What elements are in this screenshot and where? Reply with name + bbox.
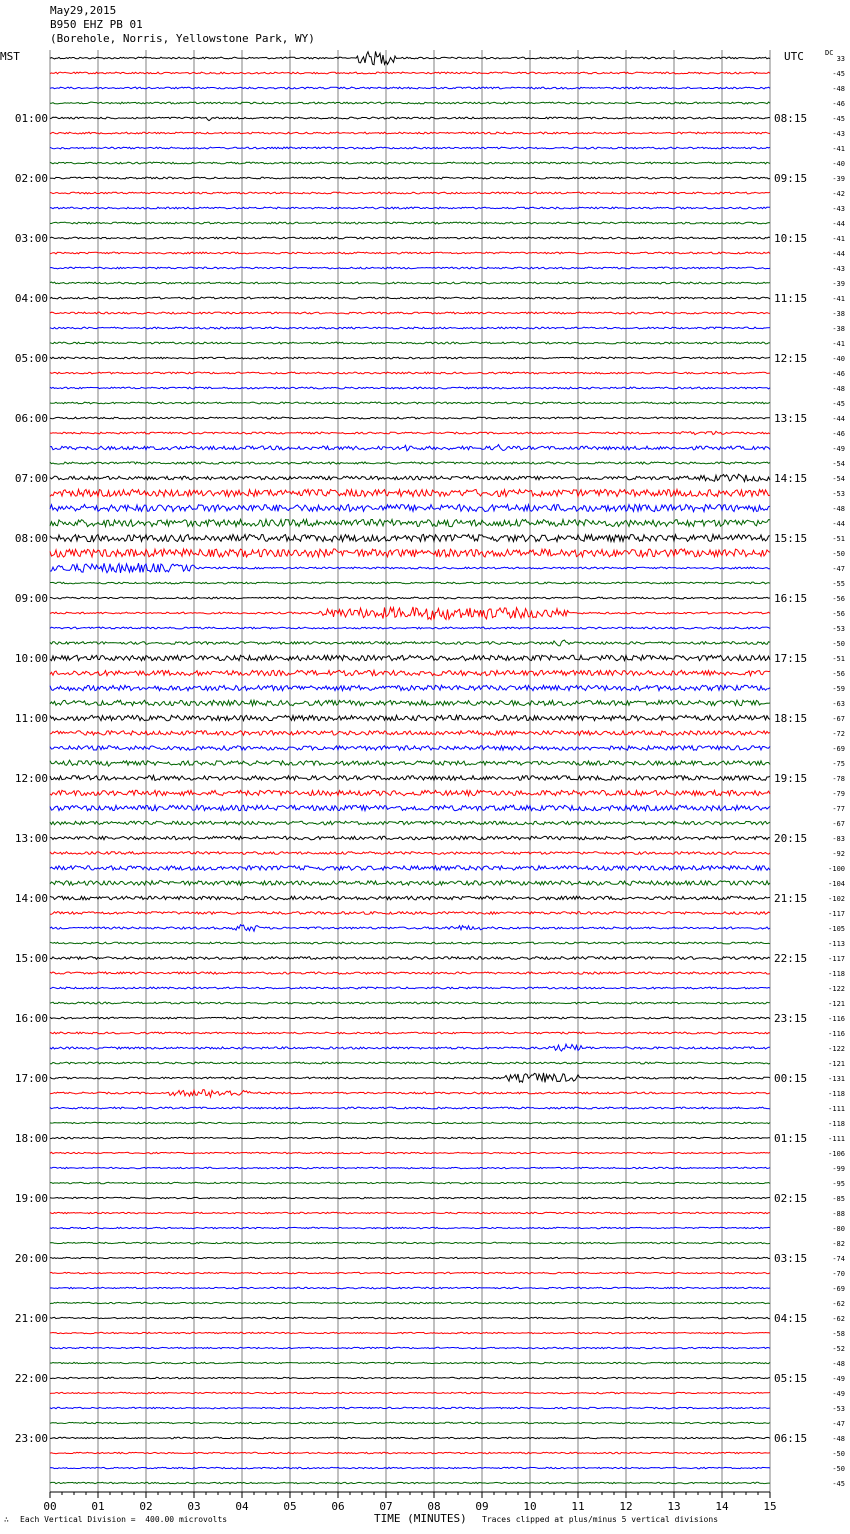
x-axis-title: TIME (MINUTES) bbox=[374, 1512, 467, 1525]
x-tick-label: 04 bbox=[235, 1500, 249, 1513]
dc-offset-label: -70 bbox=[832, 1270, 845, 1278]
dc-offset-label: -46 bbox=[832, 430, 845, 438]
x-tick-label: 01 bbox=[91, 1500, 105, 1513]
dc-offset-label: -75 bbox=[832, 760, 845, 768]
seismic-trace bbox=[50, 474, 770, 481]
seismic-trace bbox=[50, 519, 770, 526]
seismic-trace bbox=[50, 731, 770, 735]
dc-offset-label: -53 bbox=[832, 490, 845, 498]
dc-offset-label: -117 bbox=[828, 955, 845, 963]
dc-offset-label: -80 bbox=[832, 1225, 845, 1233]
x-tick-label: 05 bbox=[283, 1500, 297, 1513]
seismic-trace bbox=[50, 549, 770, 557]
mst-hour-label: 11:00 bbox=[14, 712, 48, 725]
dc-offset-label: -49 bbox=[832, 1375, 845, 1383]
seismic-trace bbox=[50, 1452, 770, 1453]
mst-hour-label: 05:00 bbox=[14, 352, 48, 365]
utc-hour-label: 08:15 bbox=[774, 112, 808, 125]
seismic-trace bbox=[50, 489, 770, 496]
dc-offset-label: -113 bbox=[828, 940, 845, 948]
dc-offset-label: -44 bbox=[832, 250, 845, 258]
seismic-trace bbox=[50, 1017, 770, 1019]
dc-offset-label: -53 bbox=[832, 625, 845, 633]
mst-hour-label: 21:00 bbox=[14, 1312, 48, 1325]
utc-hour-label: 19:15 bbox=[774, 772, 808, 785]
dc-offset-label: -51 bbox=[832, 655, 845, 663]
dc-offset-label: -67 bbox=[832, 715, 845, 723]
dc-offset-label: -48 bbox=[832, 385, 845, 393]
dc-offset-label: -38 bbox=[832, 325, 845, 333]
utc-hour-label: 02:15 bbox=[774, 1192, 808, 1205]
dc-offset-label: -116 bbox=[828, 1030, 845, 1038]
seismic-trace bbox=[50, 1044, 770, 1051]
dc-offset-label: -50 bbox=[832, 640, 845, 648]
dc-offset-label: -50 bbox=[832, 550, 845, 558]
seismic-trace bbox=[50, 896, 770, 900]
seismic-trace bbox=[50, 147, 770, 149]
seismic-trace bbox=[50, 1212, 770, 1213]
location-label: (Borehole, Norris, Yellowstone Park, WY) bbox=[50, 32, 315, 45]
mst-hour-label: 18:00 bbox=[14, 1132, 48, 1145]
dc-offset-label: -44 bbox=[832, 520, 845, 528]
x-tick-label: 14 bbox=[715, 1500, 729, 1513]
mst-hour-label: 20:00 bbox=[14, 1252, 48, 1265]
station-label: B950 EHZ PB 01 bbox=[50, 18, 143, 31]
dc-offset-label: 33 bbox=[836, 55, 845, 63]
dc-offset-label: -99 bbox=[832, 1165, 845, 1173]
seismic-trace bbox=[50, 177, 770, 179]
dc-offset-label: -51 bbox=[832, 535, 845, 543]
clip-note: Traces clipped at plus/minus 5 vertical divisions bbox=[482, 1515, 719, 1524]
seismic-trace bbox=[50, 957, 770, 960]
seismic-trace bbox=[50, 312, 770, 314]
seismic-trace bbox=[50, 237, 770, 239]
date-label: May29,2015 bbox=[50, 4, 117, 17]
seismic-trace bbox=[50, 51, 770, 64]
dc-offset-label: -39 bbox=[832, 175, 845, 183]
seismic-trace bbox=[50, 670, 770, 675]
seismic-trace bbox=[50, 222, 770, 224]
dc-offset-label: -48 bbox=[832, 505, 845, 513]
seismic-trace bbox=[50, 117, 770, 121]
seismic-trace bbox=[50, 192, 770, 194]
dc-offset-label: -42 bbox=[832, 190, 845, 198]
seismic-trace bbox=[50, 597, 770, 599]
seismic-trace bbox=[50, 925, 770, 932]
dc-offset-label: -52 bbox=[832, 1345, 845, 1353]
dc-offset-label: -77 bbox=[832, 805, 845, 813]
seismic-trace bbox=[50, 1090, 770, 1097]
seismic-trace bbox=[50, 1437, 770, 1438]
seismic-trace bbox=[50, 372, 770, 374]
dc-offset-label: -54 bbox=[832, 460, 845, 468]
dc-offset-label: -100 bbox=[828, 865, 845, 873]
mst-hour-label: 13:00 bbox=[14, 832, 48, 845]
dc-offset-label: -85 bbox=[832, 1195, 845, 1203]
seismic-trace bbox=[50, 1107, 770, 1109]
seismic-trace bbox=[50, 881, 770, 885]
dc-offset-label: -48 bbox=[832, 85, 845, 93]
dc-offset-label: -41 bbox=[832, 145, 845, 153]
seismic-trace bbox=[50, 685, 770, 690]
right-timezone-label: UTC bbox=[784, 50, 804, 63]
seismic-trace bbox=[50, 1197, 770, 1198]
x-tick-label: 08 bbox=[427, 1500, 441, 1513]
mst-hour-label: 04:00 bbox=[14, 292, 48, 305]
dc-offset-label: -111 bbox=[828, 1135, 845, 1143]
dc-offset-label: -49 bbox=[832, 445, 845, 453]
x-tick-label: 13 bbox=[667, 1500, 681, 1513]
mst-hour-label: 17:00 bbox=[14, 1072, 48, 1085]
seismic-trace bbox=[50, 627, 770, 629]
seismic-trace bbox=[50, 297, 770, 299]
seismic-trace bbox=[50, 866, 770, 870]
utc-hour-label: 15:15 bbox=[774, 532, 808, 545]
dc-offset-label: -58 bbox=[832, 1330, 845, 1338]
dc-offset-label: -102 bbox=[828, 895, 845, 903]
seismic-trace bbox=[50, 1257, 770, 1258]
dc-offset-label: -43 bbox=[832, 130, 845, 138]
dc-offset-label: -63 bbox=[832, 700, 845, 708]
seismic-trace bbox=[50, 1347, 770, 1348]
utc-hour-label: 14:15 bbox=[774, 472, 808, 485]
dc-offset-label: -39 bbox=[832, 280, 845, 288]
dc-offset-label: -41 bbox=[832, 235, 845, 243]
dc-offset-label: -44 bbox=[832, 220, 845, 228]
seismic-trace bbox=[50, 1032, 770, 1034]
dc-offset-label: -105 bbox=[828, 925, 845, 933]
seismic-trace bbox=[50, 1332, 770, 1333]
seismic-trace bbox=[50, 445, 770, 451]
dc-offset-label: -62 bbox=[832, 1300, 845, 1308]
dc-offset-label: -82 bbox=[832, 1240, 845, 1248]
seismic-trace bbox=[50, 607, 770, 620]
seismic-trace bbox=[50, 1242, 770, 1243]
utc-hour-label: 04:15 bbox=[774, 1312, 808, 1325]
seismic-trace bbox=[50, 87, 770, 89]
mst-hour-label: 01:00 bbox=[14, 112, 48, 125]
utc-hour-label: 12:15 bbox=[774, 352, 808, 365]
x-tick-label: 15 bbox=[763, 1500, 777, 1513]
seismic-trace bbox=[50, 1002, 770, 1004]
seismic-trace bbox=[50, 1392, 770, 1393]
seismic-trace bbox=[50, 715, 770, 720]
dc-offset-label: -122 bbox=[828, 1045, 845, 1053]
seismic-trace bbox=[50, 1302, 770, 1303]
seismic-trace bbox=[50, 1137, 770, 1138]
seismic-trace bbox=[50, 417, 770, 419]
dc-offset-label: -43 bbox=[832, 265, 845, 273]
utc-hour-label: 17:15 bbox=[774, 652, 808, 665]
seismic-trace bbox=[50, 1062, 770, 1064]
seismic-trace bbox=[50, 987, 770, 989]
dc-offset-label: -59 bbox=[832, 685, 845, 693]
dc-offset-label: -45 bbox=[832, 115, 845, 123]
utc-hour-label: 03:15 bbox=[774, 1252, 808, 1265]
seismic-trace bbox=[50, 1467, 770, 1468]
seismic-trace bbox=[50, 942, 770, 944]
mst-hour-label: 16:00 bbox=[14, 1012, 48, 1025]
seismic-trace bbox=[50, 1422, 770, 1423]
seismic-trace bbox=[50, 1362, 770, 1363]
seismic-trace bbox=[50, 1167, 770, 1168]
seismic-trace bbox=[50, 72, 770, 74]
seismic-trace bbox=[50, 912, 770, 915]
seismic-trace bbox=[50, 387, 770, 389]
dc-offset-label: -43 bbox=[832, 205, 845, 213]
dc-offset-label: -41 bbox=[832, 295, 845, 303]
utc-hour-label: 22:15 bbox=[774, 952, 808, 965]
dc-offset-label: -118 bbox=[828, 970, 845, 978]
utc-hour-label: 13:15 bbox=[774, 412, 808, 425]
dc-offset-label: -53 bbox=[832, 1405, 845, 1413]
mst-hour-label: 02:00 bbox=[14, 172, 48, 185]
mst-hour-label: 12:00 bbox=[14, 772, 48, 785]
dc-offset-label: -47 bbox=[832, 1420, 845, 1428]
logo-mark: ∴ bbox=[4, 1515, 9, 1524]
seismic-trace bbox=[50, 282, 770, 284]
seismic-trace bbox=[50, 746, 770, 750]
dc-offset-label: -50 bbox=[832, 1450, 845, 1458]
dc-offset-label: -106 bbox=[828, 1150, 845, 1158]
x-tick-label: 12 bbox=[619, 1500, 633, 1513]
dc-offset-label: -54 bbox=[832, 475, 845, 483]
mst-hour-label: 23:00 bbox=[14, 1432, 48, 1445]
mst-hour-label: 08:00 bbox=[14, 532, 48, 545]
dc-offset-label: -74 bbox=[832, 1255, 845, 1263]
dc-offset-label: -56 bbox=[832, 610, 845, 618]
seismic-trace bbox=[50, 1227, 770, 1228]
dc-offset-label: -56 bbox=[832, 670, 845, 678]
dc-offset-label: -48 bbox=[832, 1435, 845, 1443]
utc-hour-label: 21:15 bbox=[774, 892, 808, 905]
dc-offset-label: -72 bbox=[832, 730, 845, 738]
dc-offset-label: -44 bbox=[832, 415, 845, 423]
seismic-trace bbox=[50, 836, 770, 840]
mst-hour-label: 19:00 bbox=[14, 1192, 48, 1205]
dc-offset-label: -83 bbox=[832, 835, 845, 843]
x-tick-label: 11 bbox=[571, 1500, 585, 1513]
seismic-trace bbox=[50, 505, 770, 512]
mst-hour-label: 07:00 bbox=[14, 472, 48, 485]
utc-hour-label: 16:15 bbox=[774, 592, 808, 605]
dc-offset-label: -88 bbox=[832, 1210, 845, 1218]
seismic-trace bbox=[50, 655, 770, 660]
dc-offset-label: -49 bbox=[832, 1390, 845, 1398]
dc-offset-label: -45 bbox=[832, 70, 845, 78]
seismic-trace bbox=[50, 775, 770, 780]
utc-hour-label: 01:15 bbox=[774, 1132, 808, 1145]
dc-offset-label: -116 bbox=[828, 1015, 845, 1023]
mst-hour-label: 10:00 bbox=[14, 652, 48, 665]
seismic-trace bbox=[50, 462, 770, 464]
dc-offset-label: -118 bbox=[828, 1090, 845, 1098]
dc-offset-label: -131 bbox=[828, 1075, 845, 1083]
utc-hour-label: 09:15 bbox=[774, 172, 808, 185]
utc-hour-label: 23:15 bbox=[774, 1012, 808, 1025]
seismic-trace bbox=[50, 821, 770, 825]
utc-hour-label: 10:15 bbox=[774, 232, 808, 245]
dc-label: DC bbox=[825, 49, 834, 57]
mst-hour-label: 14:00 bbox=[14, 892, 48, 905]
utc-hour-label: 00:15 bbox=[774, 1072, 808, 1085]
dc-offset-label: -40 bbox=[832, 355, 845, 363]
dc-offset-label: -50 bbox=[832, 1465, 845, 1473]
dc-offset-label: -79 bbox=[832, 790, 845, 798]
x-tick-label: 10 bbox=[523, 1500, 537, 1513]
dc-offset-label: -104 bbox=[828, 880, 845, 888]
dc-offset-label: -121 bbox=[828, 1000, 845, 1008]
dc-offset-label: -46 bbox=[832, 100, 845, 108]
seismic-trace bbox=[50, 790, 770, 795]
dc-offset-label: -40 bbox=[832, 160, 845, 168]
seismic-trace bbox=[50, 431, 770, 434]
left-timezone-label: MST bbox=[0, 50, 20, 63]
seismic-trace bbox=[50, 1407, 770, 1408]
x-tick-label: 09 bbox=[475, 1500, 489, 1513]
mst-hour-label: 22:00 bbox=[14, 1372, 48, 1385]
seismic-trace bbox=[50, 1287, 770, 1288]
seismic-trace bbox=[50, 357, 770, 359]
dc-offset-label: -62 bbox=[832, 1315, 845, 1323]
mst-hour-label: 15:00 bbox=[14, 952, 48, 965]
seismic-trace bbox=[50, 102, 770, 104]
seismic-trace bbox=[50, 563, 770, 573]
dc-offset-label: -121 bbox=[828, 1060, 845, 1068]
utc-hour-label: 05:15 bbox=[774, 1372, 808, 1385]
dc-offset-label: -69 bbox=[832, 1285, 845, 1293]
dc-offset-label: -48 bbox=[832, 1360, 845, 1368]
seismic-trace bbox=[50, 252, 770, 254]
dc-offset-label: -38 bbox=[832, 310, 845, 318]
dc-offset-label: -45 bbox=[832, 1480, 845, 1488]
dc-offset-label: -78 bbox=[832, 775, 845, 783]
scale-note: Each Vertical Division = 400.00 microvolts bbox=[20, 1515, 228, 1524]
dc-offset-label: -55 bbox=[832, 580, 845, 588]
seismic-trace bbox=[50, 1377, 770, 1378]
dc-offset-label: -95 bbox=[832, 1180, 845, 1188]
seismic-trace bbox=[50, 1152, 770, 1153]
x-tick-label: 03 bbox=[187, 1500, 201, 1513]
utc-hour-label: 18:15 bbox=[774, 712, 808, 725]
mst-hour-label: 03:00 bbox=[14, 232, 48, 245]
seismic-trace bbox=[50, 582, 770, 584]
x-tick-label: 02 bbox=[139, 1500, 153, 1513]
seismic-trace bbox=[50, 1482, 770, 1483]
dc-offset-label: -118 bbox=[828, 1120, 845, 1128]
seismic-trace bbox=[50, 760, 770, 766]
dc-offset-label: -111 bbox=[828, 1105, 845, 1113]
seismic-trace bbox=[50, 852, 770, 855]
dc-offset-label: -56 bbox=[832, 595, 845, 603]
dc-offset-label: -92 bbox=[832, 850, 845, 858]
dc-offset-label: -47 bbox=[832, 565, 845, 573]
seismic-trace bbox=[50, 972, 770, 974]
dc-offset-label: -117 bbox=[828, 910, 845, 918]
mst-hour-label: 09:00 bbox=[14, 592, 48, 605]
dc-offset-label: -46 bbox=[832, 370, 845, 378]
dc-offset-label: -67 bbox=[832, 820, 845, 828]
dc-offset-label: -45 bbox=[832, 400, 845, 408]
utc-hour-label: 06:15 bbox=[774, 1432, 808, 1445]
seismic-trace bbox=[50, 327, 770, 329]
seismic-trace bbox=[50, 132, 770, 134]
seismic-trace bbox=[50, 700, 770, 705]
seismic-trace bbox=[50, 805, 770, 810]
x-tick-label: 00 bbox=[43, 1500, 57, 1513]
seismic-trace bbox=[50, 1272, 770, 1273]
seismic-trace bbox=[50, 1182, 770, 1183]
seismic-trace bbox=[50, 1317, 770, 1318]
mst-hour-label: 06:00 bbox=[14, 412, 48, 425]
seismic-trace bbox=[50, 534, 770, 541]
utc-hour-label: 20:15 bbox=[774, 832, 808, 845]
seismic-trace bbox=[50, 342, 770, 344]
seismic-trace bbox=[50, 402, 770, 404]
seismic-trace bbox=[50, 207, 770, 209]
x-tick-label: 07 bbox=[379, 1500, 393, 1513]
dc-offset-label: -122 bbox=[828, 985, 845, 993]
seismic-trace bbox=[50, 267, 770, 269]
seismic-trace bbox=[50, 1122, 770, 1123]
dc-offset-label: -69 bbox=[832, 745, 845, 753]
seismic-trace bbox=[50, 640, 770, 646]
utc-hour-label: 11:15 bbox=[774, 292, 808, 305]
seismic-trace bbox=[50, 162, 770, 164]
x-tick-label: 06 bbox=[331, 1500, 345, 1513]
dc-offset-label: -41 bbox=[832, 340, 845, 348]
seismic-trace bbox=[50, 1073, 770, 1083]
